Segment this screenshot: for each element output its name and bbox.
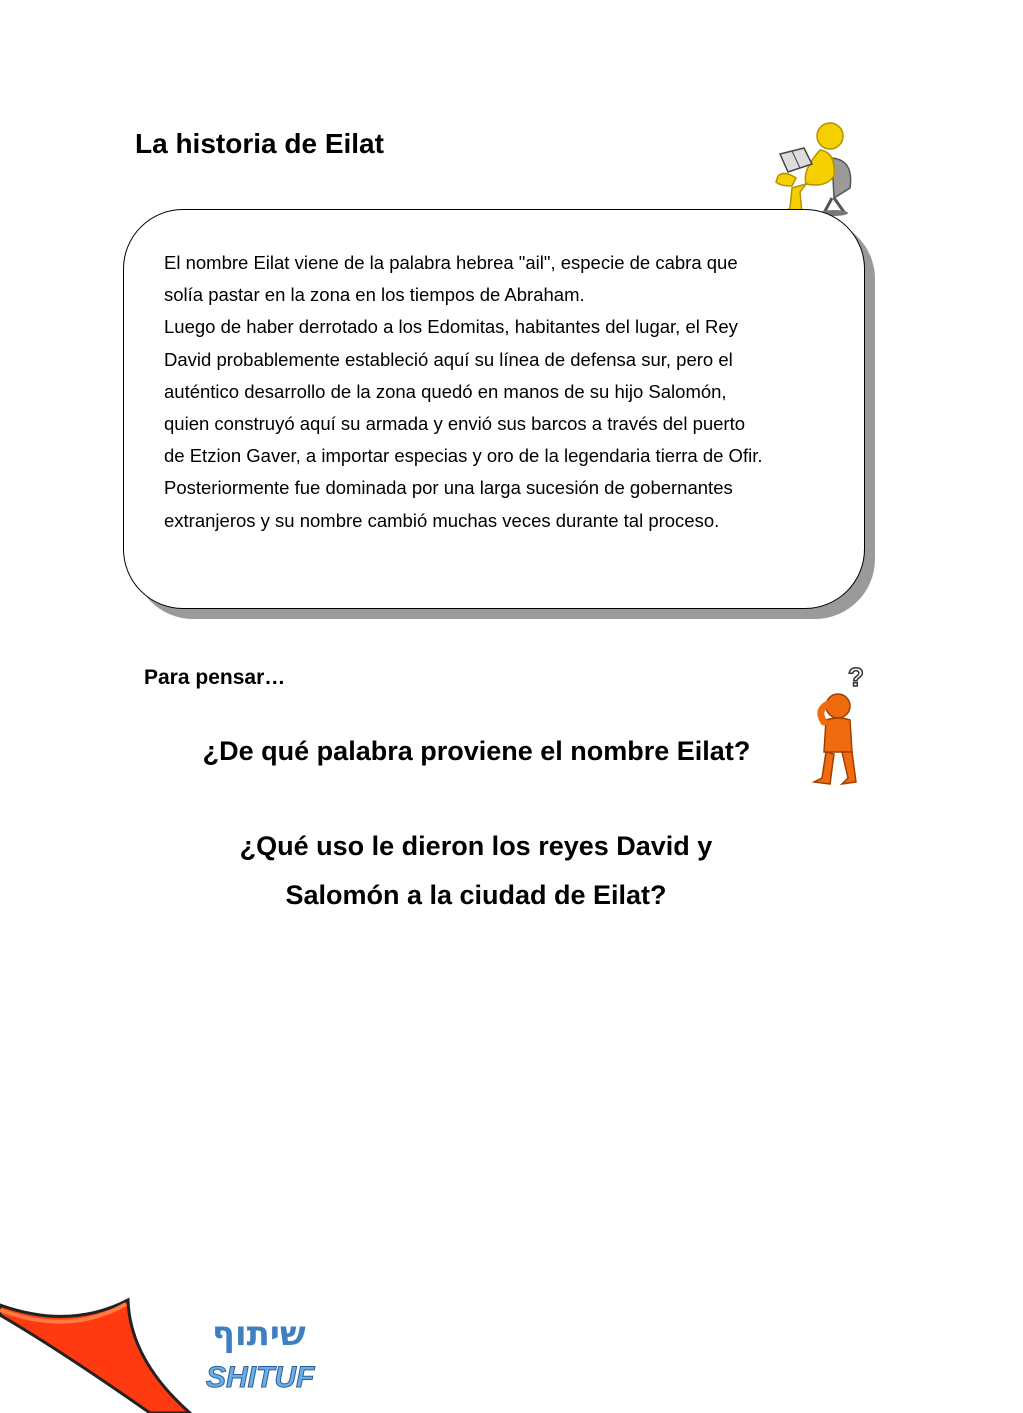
body-line: extranjeros y su nombre cambió muchas veces durante tal proceso. (164, 509, 720, 531)
question-2-line-2: Salomón a la ciudad de Eilat? (285, 880, 667, 910)
reading-person-icon (762, 118, 862, 223)
shituf-logo (200, 1305, 330, 1397)
svg-text:?: ? (848, 662, 864, 692)
body-line: auténtico desarrollo de la zona quedó en manos de su hijo Salomón, (164, 380, 727, 402)
body-line: El nombre Eilat viene de la palabra hebrea "ail", especie de cabra que (164, 252, 738, 273)
body-line: David probablemente estableció aquí su línea de defensa sur, pero el (164, 348, 733, 370)
body-line: quien construyó aquí su armada y envió sus barcos a través del puerto (164, 413, 746, 435)
question-1: ¿De qué palabra proviene el nombre Eilat? (202, 736, 751, 766)
page-title: La historia de Eilat (135, 128, 384, 159)
body-line: Luego de haber derrotado a los Edomitas, habitantes del lugar, el Rey (164, 316, 738, 338)
story-body-text (164, 247, 844, 537)
question-2 (126, 822, 826, 920)
page-curl-decoration (0, 1290, 200, 1413)
logo-latin: SHITUF (206, 1361, 315, 1394)
question-2-line-1: ¿Qué uso le dieron los reyes David y (239, 831, 713, 861)
body-line: Posteriormente fue dominada por una larga sucesión de gobernantes (164, 477, 733, 499)
section-label: Para pensar… (144, 666, 286, 689)
logo-hebrew: שיתוף (212, 1314, 306, 1354)
body-line: solía pastar en la zona en los tiempos de Abraham. (164, 284, 585, 306)
body-line: de Etzion Gaver, a importar especias y oro de la legendaria tierra de Ofir. (164, 445, 763, 467)
